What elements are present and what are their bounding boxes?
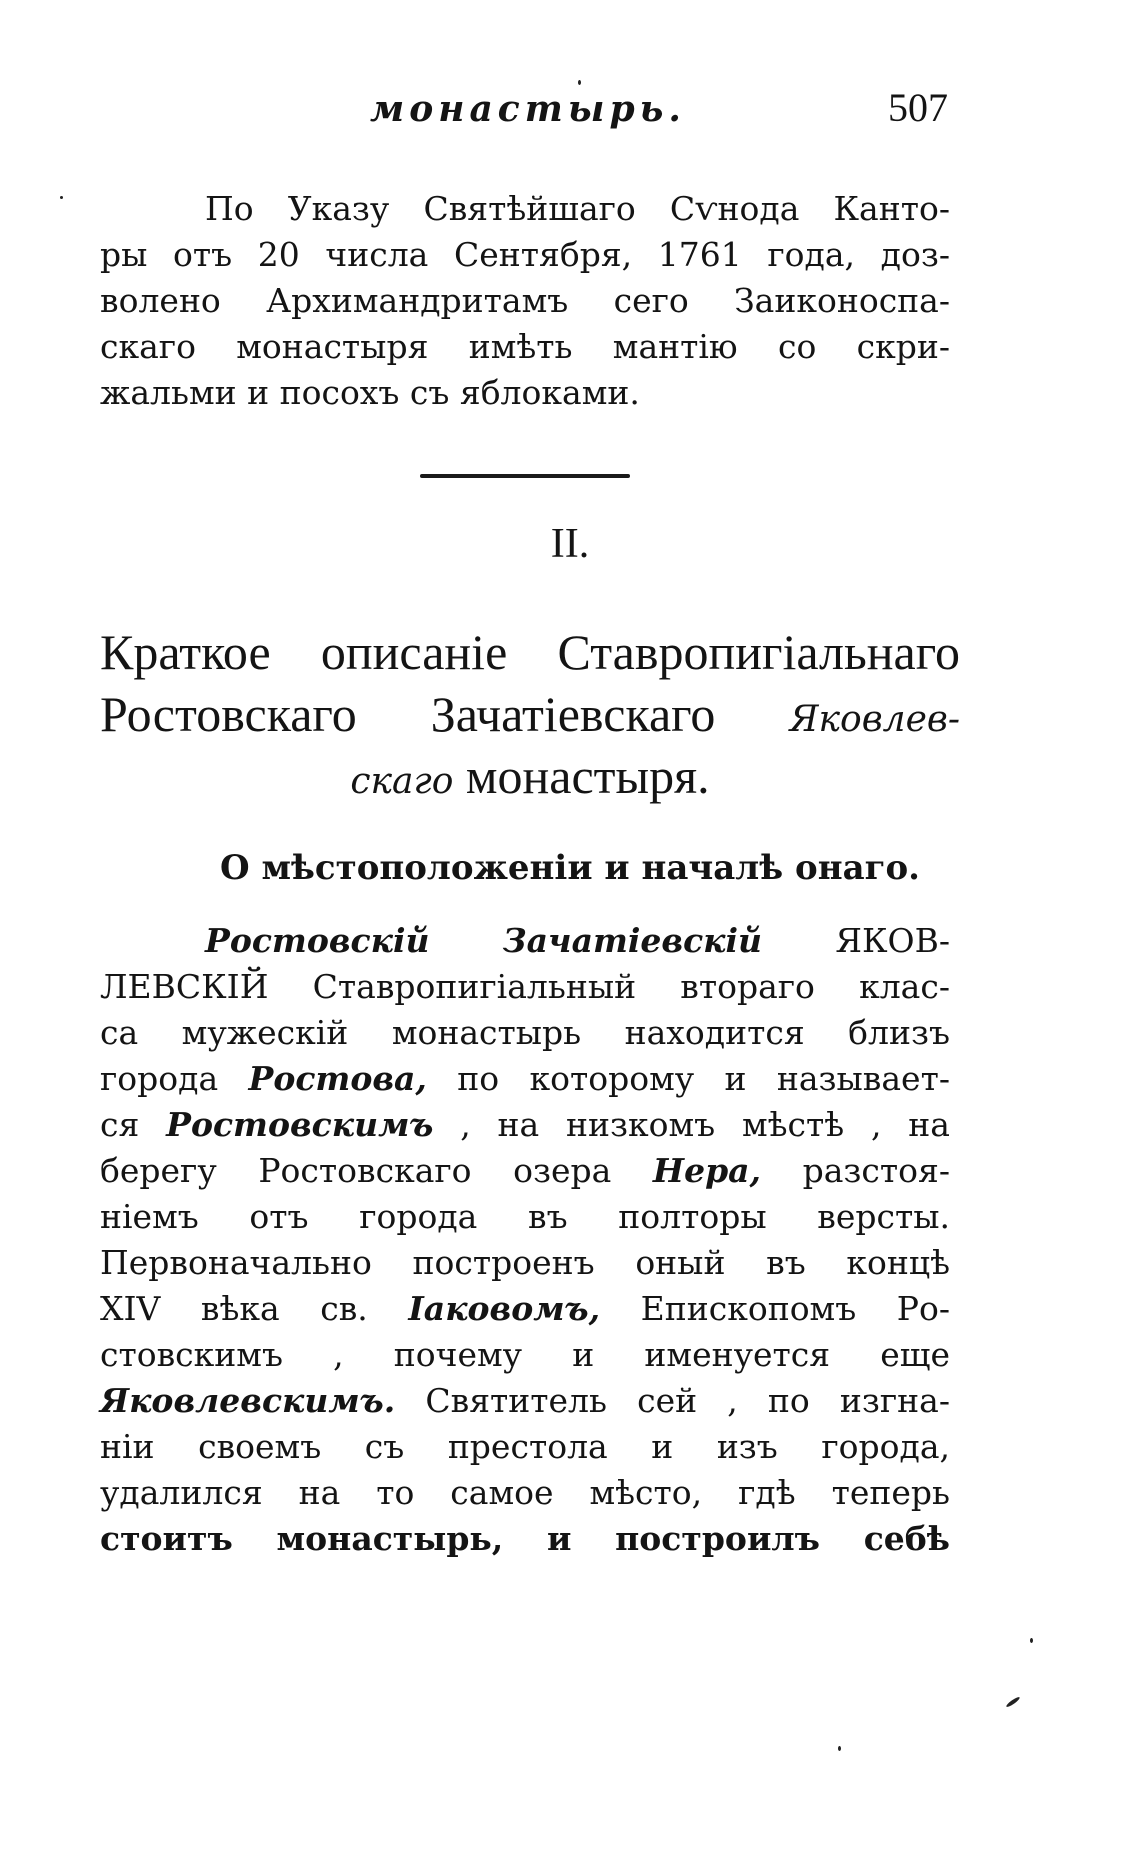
paragraph-line <box>100 1102 950 1148</box>
paragraph-line <box>100 1056 950 1102</box>
title-italic: Яковлев- <box>789 699 961 740</box>
paragraph-line: стоитъ монастырь, и построилъ себѣ <box>100 1519 950 1558</box>
section-title-line <box>100 746 960 812</box>
section-subheading: О мѣстоположеніи и началѣ онаго. <box>220 848 920 888</box>
paragraph-line: скаго монастыря имѣть мантію со скри- <box>100 327 950 366</box>
text: Святитель сей , по изгна- <box>425 1381 950 1420</box>
page-number: 507 <box>888 85 948 130</box>
italic-name: Яковлевскимъ. <box>100 1381 396 1420</box>
paragraph-line <box>100 1286 950 1332</box>
paragraph-line: ніемъ отъ города въ полторы версты. <box>100 1197 950 1236</box>
italic-name: Зачатіевскій <box>502 921 763 960</box>
italic-name: Іаковомъ, <box>408 1289 601 1328</box>
text: берегу Ростовскаго озера <box>100 1151 612 1190</box>
paragraph-line: удалился на то самое мѣсто, гдѣ теперь <box>100 1473 950 1512</box>
section-title-line: Краткое описаніе Ставропигіальнаго <box>100 624 960 680</box>
paragraph-line <box>100 1148 950 1194</box>
paragraph-line: ніи своемъ съ престола и изъ города, <box>100 1427 950 1466</box>
title-text: Ростовскаго Зачатіевскаго <box>100 686 716 742</box>
section-number: II. <box>550 521 590 567</box>
paragraph-line: са мужескій монастырь находится близъ <box>100 1013 950 1052</box>
running-head <box>0 85 1140 148</box>
paragraph-line: ЛЕВСКІЙ Ставропигіальный втораго клас- <box>100 967 950 1006</box>
paragraph-line: Первоначально построенъ оный въ концѣ <box>100 1243 950 1282</box>
paragraph-line <box>100 1378 950 1424</box>
text: ся <box>100 1105 140 1144</box>
paragraph-line: жальми и посохъ съ яблоками. <box>100 373 640 412</box>
paragraph-line: По Указу Святѣйшаго Сѵнода Канто- <box>205 189 950 228</box>
paragraph-line: волено Архимандритамъ сего Заиконоспа- <box>100 281 950 320</box>
text: , на низкомъ мѣстѣ , на <box>460 1105 950 1144</box>
ink-speck <box>838 1746 841 1751</box>
ink-speck <box>60 196 63 199</box>
text: разстоя- <box>802 1151 950 1190</box>
section-divider <box>420 474 630 478</box>
italic-name: Ростовскій <box>205 921 430 960</box>
ink-speck <box>1005 1696 1020 1708</box>
section-title-line <box>100 684 960 750</box>
title-italic: скаго <box>350 761 454 802</box>
italic-name: Ростовскимъ <box>166 1105 434 1144</box>
text: XIV вѣка св. <box>100 1289 368 1328</box>
text: Епископомъ Ро- <box>640 1289 950 1328</box>
title-text: монастыря. <box>465 748 710 804</box>
text: ЯКОВ- <box>835 921 950 960</box>
text: города <box>100 1059 219 1098</box>
ink-speck <box>1030 1638 1033 1643</box>
italic-name: Ростова, <box>248 1059 427 1098</box>
paragraph-line: стовскимъ , почему и именуется еще <box>100 1335 950 1374</box>
paragraph-line <box>205 918 950 964</box>
ink-speck <box>578 80 581 85</box>
text: по которому и называет- <box>457 1059 950 1098</box>
running-title: монастырь. <box>370 88 686 130</box>
paragraph-line: ры отъ 20 числа Сентября, 1761 года, доз- <box>100 235 950 274</box>
italic-name: Нера, <box>652 1151 762 1190</box>
